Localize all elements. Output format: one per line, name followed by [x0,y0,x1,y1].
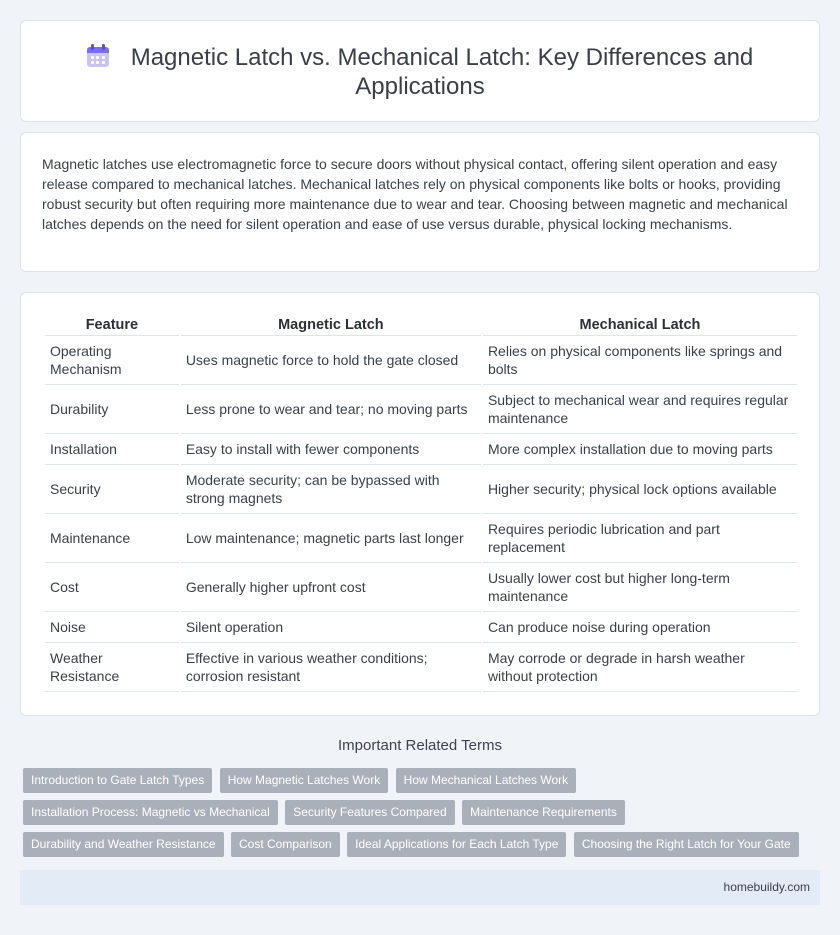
summary-card [20,132,820,272]
table-row [45,336,797,385]
cell-magnetic: Uses magnetic force to hold the gate closed [181,336,481,385]
table-row [45,612,797,643]
summary-text: Magnetic latches use electromagnetic force to secure doors without physical contact, offering silent operation and easy release compared to mechanical latches. Mechanical latches rely on physical components like bolts or hooks, providing robust security but often requiring more maintenance due to wear and tear. Choosing between magnetic and mechanical latches depends on the need for silent operation and ease of use versus durable, physical locking mechanisms. [42,156,788,232]
cell-mechanical: Can produce noise during operation [483,612,797,643]
cell-mechanical: Relies on physical components like springs and bolts [483,336,797,385]
comparison-table-card [20,292,820,716]
cell-magnetic: Effective in various weather conditions; corrosion resistant [181,643,481,692]
related-term-tag[interactable]: How Mechanical Latches Work [396,768,577,793]
related-term-tag[interactable]: Durability and Weather Resistance [23,832,224,857]
table-row [45,465,797,514]
table-header-row [45,315,797,336]
footer-site-link[interactable]: homebuildy.com [723,880,810,894]
table-row [45,434,797,465]
table-row [45,643,797,692]
cell-mechanical: Subject to mechanical wear and requires regular maintenance [483,385,797,434]
cell-feature: Operating Mechanism [45,336,179,385]
cell-magnetic: Generally higher upfront cost [181,563,481,612]
cell-mechanical: Requires periodic lubrication and part replacement [483,514,797,563]
header-feature: Feature [45,315,179,336]
related-term-tag[interactable]: Security Features Compared [285,800,454,825]
cell-mechanical: Usually lower cost but higher long-term maintenance [483,563,797,612]
related-term-tag[interactable]: Maintenance Requirements [462,800,625,825]
related-term-tag[interactable]: Cost Comparison [231,832,340,857]
table-row [45,563,797,612]
page-title-wrap [21,43,819,101]
tag-row [23,800,813,832]
cell-feature: Security [45,465,179,514]
calendar-icon [87,44,109,68]
cell-magnetic: Less prone to wear and tear; no moving parts [181,385,481,434]
related-terms [23,768,813,864]
table-row [45,385,797,434]
footer [20,870,820,905]
tag-row [23,768,813,800]
related-term-tag[interactable]: Introduction to Gate Latch Types [23,768,212,793]
cell-magnetic: Moderate security; can be bypassed with strong magnets [181,465,481,514]
related-term-tag[interactable]: How Magnetic Latches Work [220,768,389,793]
cell-magnetic: Easy to install with fewer components [181,434,481,465]
tag-row [23,832,813,864]
cell-feature: Installation [45,434,179,465]
header-mechanical: Mechanical Latch [483,315,797,336]
cell-mechanical: May corrode or degrade in harsh weather without protection [483,643,797,692]
comparison-table [43,315,799,692]
related-term-tag[interactable]: Installation Process: Magnetic vs Mechanical [23,800,278,825]
cell-mechanical: More complex installation due to moving parts [483,434,797,465]
related-term-tag[interactable]: Choosing the Right Latch for Your Gate [574,832,799,857]
table-row [45,514,797,563]
cell-feature: Cost [45,563,179,612]
page-title: Magnetic Latch vs. Mechanical Latch: Key Differences and Applications [130,44,754,100]
title-card [20,20,820,122]
related-terms-title: Important Related Terms [338,737,502,754]
related-term-tag[interactable]: Ideal Applications for Each Latch Type [347,832,566,857]
cell-magnetic: Low maintenance; magnetic parts last longer [181,514,481,563]
cell-magnetic: Silent operation [181,612,481,643]
cell-feature: Weather Resistance [45,643,179,692]
cell-feature: Noise [45,612,179,643]
cell-feature: Maintenance [45,514,179,563]
cell-feature: Durability [45,385,179,434]
cell-mechanical: Higher security; physical lock options available [483,465,797,514]
header-magnetic: Magnetic Latch [181,315,481,336]
